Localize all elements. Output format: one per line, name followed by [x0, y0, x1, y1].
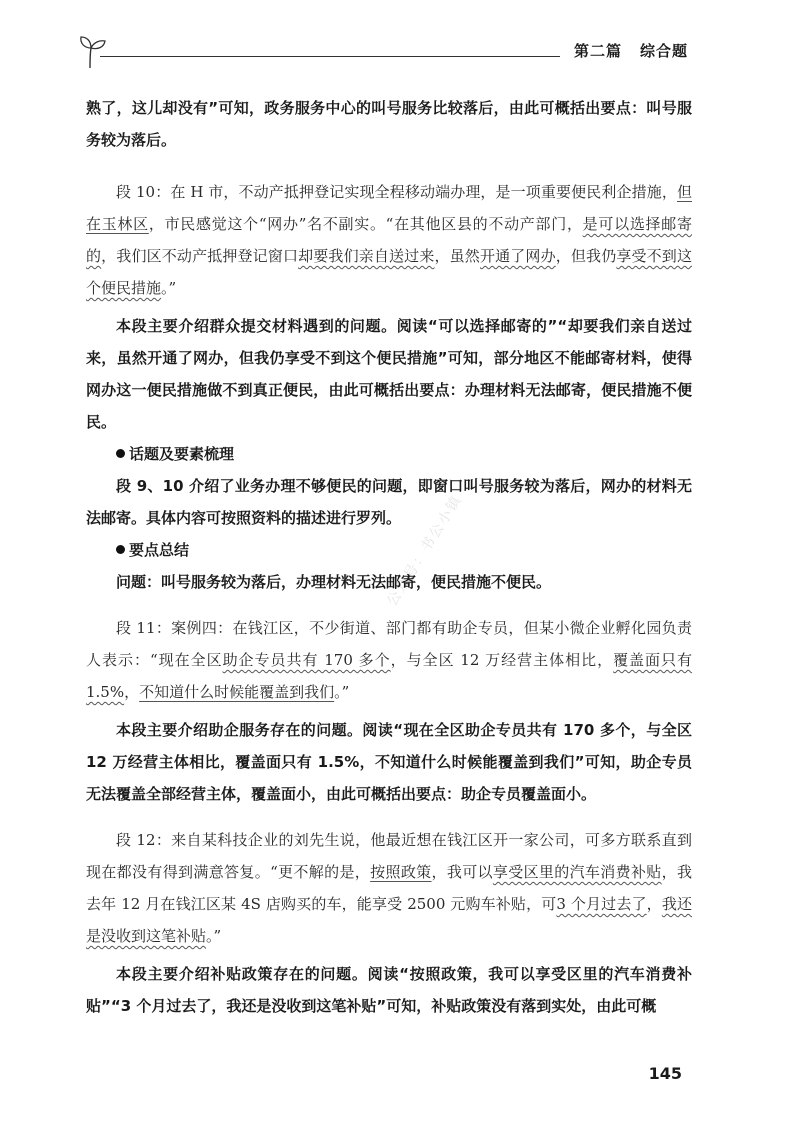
paragraph-topic-summary: 段 9、10 介绍了业务办理不够便民的问题，即窗口叫号服务较为落后，网办的材料无法邮寄。具体内容可按照资料的描述进行罗列。 — [86, 477, 692, 527]
paragraph-material-12: 段 12：来自某科技企业的刘先生说，他最近想在钱江区开一家公司，可多方联系直到现在都没有得到满意答复。“更不解的是，按照政策，我可以享受区里的汽车消费补贴，我去年 12 月在钱江区某 4S 店购买的车，能享受 2500 元购车补贴，可3 个月过去了，我还是没收到这笔补贴。” — [86, 831, 692, 945]
header-part: 第二篇 — [573, 42, 622, 60]
page-number: 145 — [648, 1064, 682, 1083]
bullet-icon — [116, 449, 125, 458]
paragraph-analysis-11: 本段主要介绍助企服务存在的问题。阅读“现在全区助企专员共有 170 多个，与全区 12 万经营主体相比，覆盖面只有 1.5%，不知道什么时候能覆盖到我们”可知，助企专员无法覆盖全部经营主体，覆盖面小，由此可概括出要点：助企专员覆盖面小。 — [86, 721, 692, 803]
header-title — [574, 40, 688, 61]
heading-topic: 话题及要素梳理 — [86, 438, 692, 470]
paragraph-material-11: 段 11：案例四：在钱江区，不少街道、部门都有助企专员，但某小微企业孵化园负责人表示：“现在全区助企专员共有 170 多个，与全区 12 万经营主体相比，覆盖面只有 1.5%，不知道什么时候能覆盖到我们。” — [86, 619, 693, 701]
running-header — [78, 30, 688, 70]
heading-summary: 要点总结 — [86, 534, 692, 566]
paragraph-key-points: 问题：叫号服务较为落后，办理材料无法邮寄，便民措施不便民。 — [116, 573, 552, 591]
header-section: 综合题 — [639, 42, 688, 60]
header-rule — [100, 56, 560, 57]
sprout-icon — [78, 30, 108, 70]
page-body — [86, 92, 692, 1022]
paragraph-analysis-10: 本段主要介绍群众提交材料遇到的问题。阅读“可以选择邮寄的”“却要我们亲自送过来，虽然开通了网办，但我仍享受不到这个便民措施”可知，部分地区不能邮寄材料，使得网办这一便民措施做不到真正便民，由此可概括出要点：办理材料无法邮寄，便民措施不便民。 — [86, 317, 692, 431]
paragraph-material-10: 段 10：在 H 市，不动产抵押登记实现全程移动端办理，是一项重要便民利企措施，但在玉林区，市民感觉这个“网办”名不副实。“在其他区县的不动产部门，是可以选择邮寄的，我们区不动产抵押登记窗口却要我们亲自送过来，虽然开通了网办，但我仍享受不到这个便民措施。” — [86, 183, 692, 297]
bullet-icon — [116, 545, 125, 554]
paragraph-analysis-12: 本段主要介绍补贴政策存在的问题。阅读“按照政策，我可以享受区里的汽车消费补贴”“3 个月过去了，我还是没收到这笔补贴”可知，补贴政策没有落到实处，由此可概 — [86, 965, 692, 1015]
watermark: 公众号：书公小镇 — [384, 492, 466, 610]
paragraph-analysis-9-cont: 熟了，这儿却没有”可知，政务服务中心的叫号服务比较落后，由此可概括出要点：叫号服务较为落后。 — [86, 99, 692, 149]
